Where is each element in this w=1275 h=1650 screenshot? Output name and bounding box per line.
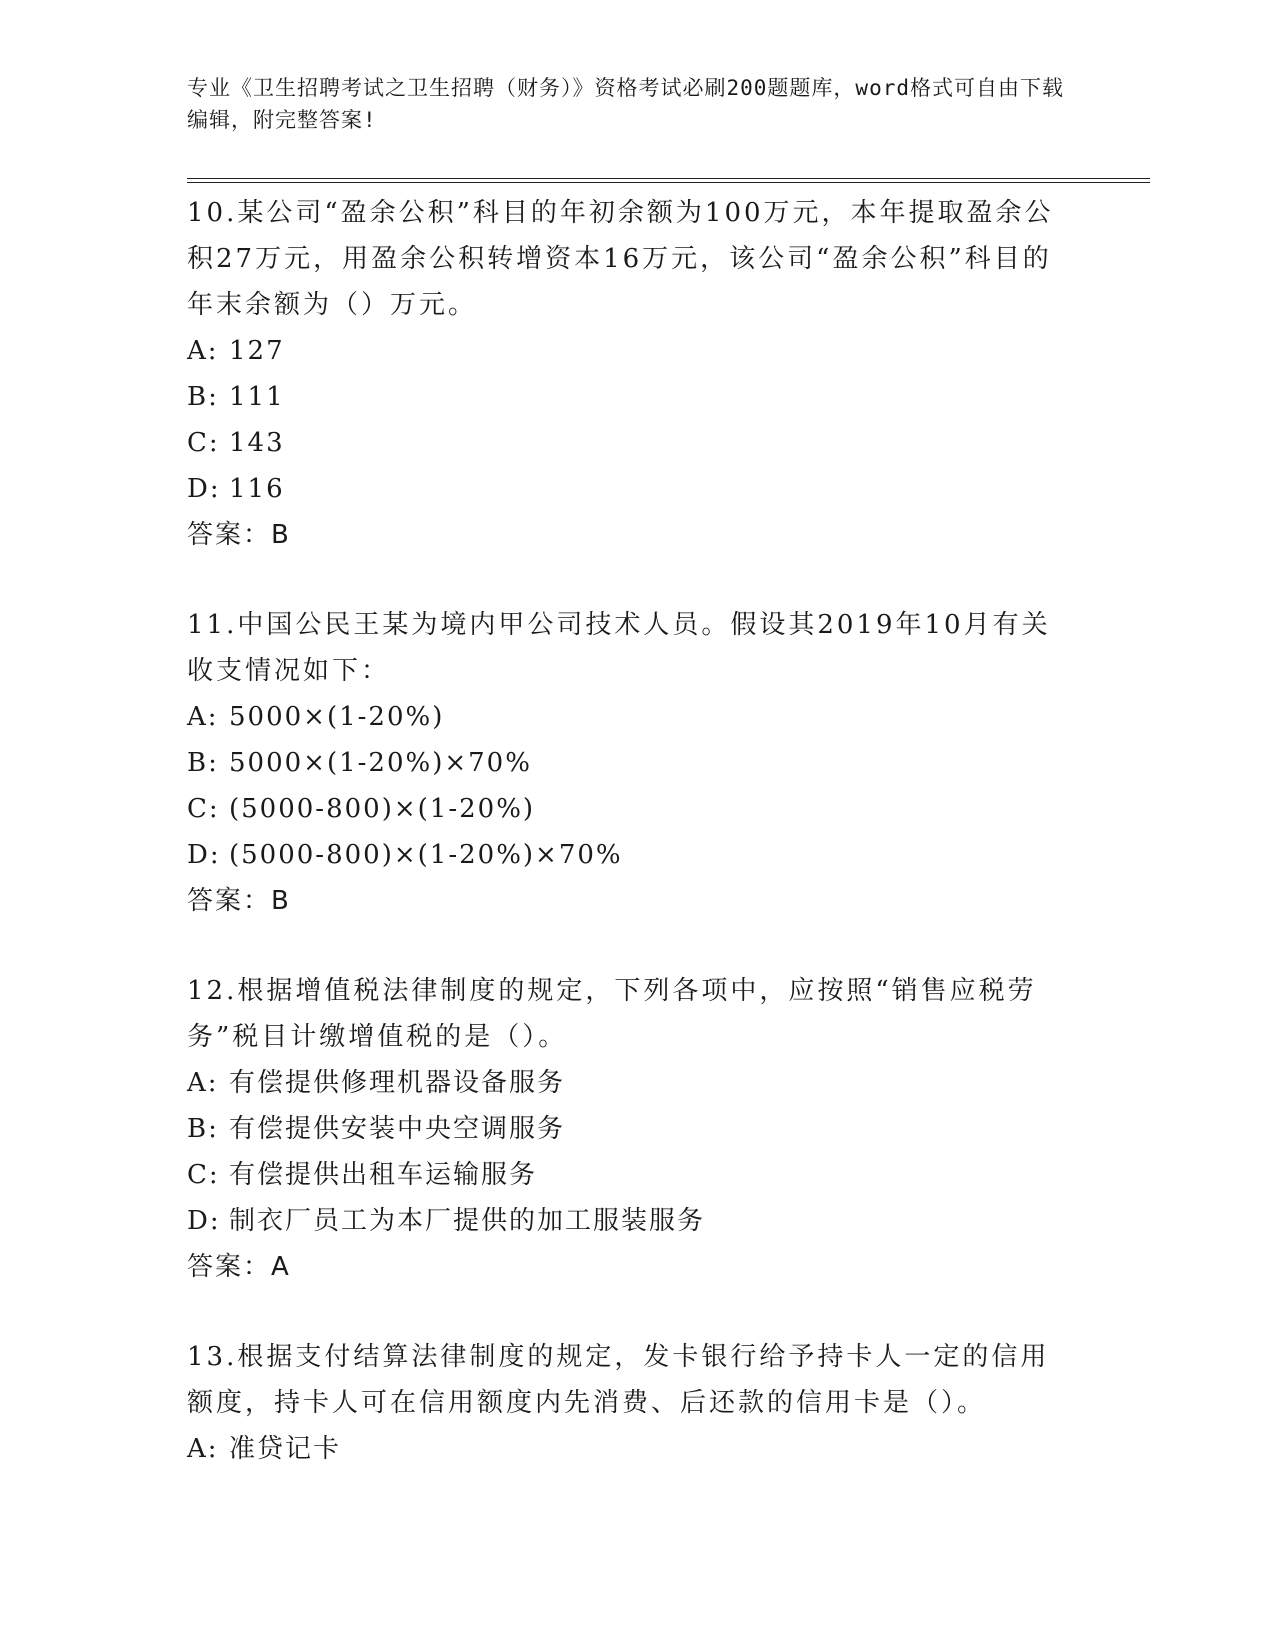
question-13	[187, 1334, 1087, 1472]
option-letter: C:	[187, 428, 220, 458]
option-text: (5000-800)×(1-20%)×70%	[229, 840, 623, 870]
answer-line: 答案：B	[187, 886, 291, 916]
answer-line: 答案：B	[187, 520, 291, 550]
option-text: (5000-800)×(1-20%)	[229, 794, 536, 824]
question-stem: 11.中国公民王某为境内甲公司技术人员。假设其2019年10月有关收支情况如下：	[187, 610, 1051, 686]
option-d	[187, 832, 1087, 878]
option-b	[187, 1106, 1087, 1152]
option-b	[187, 374, 1087, 420]
document-header: 专业《卫生招聘考试之卫生招聘（财务）》资格考试必刷200题题库，word格式可自由下载编辑，附完整答案!	[187, 76, 1064, 132]
option-a	[187, 1426, 1087, 1472]
option-letter: A:	[187, 1068, 219, 1098]
option-letter: B:	[187, 748, 219, 778]
option-a	[187, 694, 1087, 740]
option-text: 有偿提供出租车运输服务	[229, 1160, 538, 1190]
option-letter: D:	[187, 474, 221, 504]
option-letter: C:	[187, 1160, 220, 1190]
option-text: 5000×(1-20%)	[229, 702, 445, 732]
option-text: 143	[229, 428, 285, 458]
option-text: 准贷记卡	[229, 1434, 342, 1464]
question-11	[187, 602, 1087, 924]
answer-line: 答案：A	[187, 1252, 291, 1282]
option-text: 127	[229, 336, 285, 366]
question-stem: 13.根据支付结算法律制度的规定，发卡银行给予持卡人一定的信用额度，持卡人可在信用额度内先消费、后还款的信用卡是（）。	[187, 1342, 1050, 1418]
question-stem: 12.根据增值税法律制度的规定，下列各项中，应按照“销售应税劳务”税目计缴增值税的是（）。	[187, 976, 1037, 1052]
option-text: 制衣厂员工为本厂提供的加工服装服务	[229, 1206, 706, 1236]
option-a	[187, 328, 1087, 374]
option-letter: B:	[187, 1114, 219, 1144]
option-letter: B:	[187, 382, 219, 412]
option-letter: A:	[187, 336, 219, 366]
option-letter: A:	[187, 1434, 219, 1464]
option-text: 有偿提供安装中央空调服务	[229, 1114, 566, 1144]
option-letter: D:	[187, 840, 221, 870]
option-text: 有偿提供修理机器设备服务	[229, 1068, 566, 1098]
option-d	[187, 1198, 1087, 1244]
option-b	[187, 740, 1087, 786]
option-letter: A:	[187, 702, 219, 732]
header-divider-bottom	[187, 182, 1150, 183]
option-c	[187, 786, 1087, 832]
option-letter: C:	[187, 794, 220, 824]
option-d	[187, 466, 1087, 512]
header-divider-top	[187, 178, 1150, 179]
option-c	[187, 1152, 1087, 1198]
question-list	[187, 190, 1087, 1472]
question-stem: 10.某公司“盈余公积”科目的年初余额为100万元，本年提取盈余公积27万元，用盈余公积转增资本16万元，该公司“盈余公积”科目的年末余额为（）万元。	[187, 198, 1054, 320]
question-10	[187, 190, 1087, 558]
option-a	[187, 1060, 1087, 1106]
option-text: 116	[229, 474, 285, 504]
option-letter: D:	[187, 1206, 221, 1236]
option-text: 111	[229, 382, 285, 412]
question-12	[187, 968, 1087, 1290]
option-c	[187, 420, 1087, 466]
option-text: 5000×(1-20%)×70%	[229, 748, 532, 778]
